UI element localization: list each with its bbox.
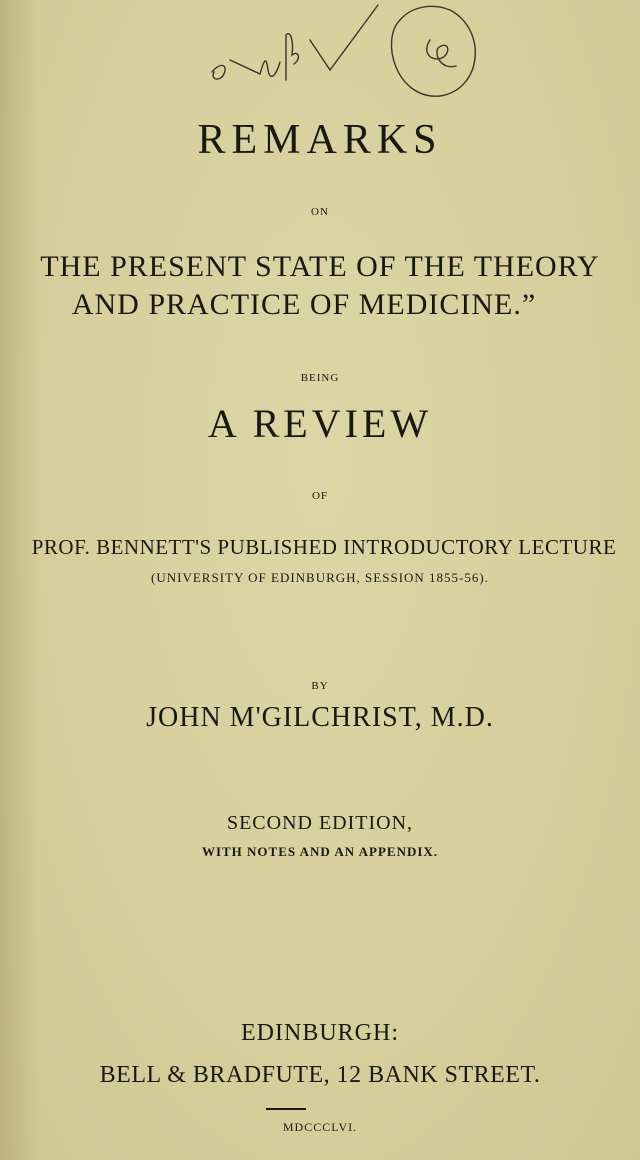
subtitle-line-1: THE PRESENT STATE OF THE THEORY [40,250,600,283]
publication-date: MDCCCLVI. [282,1120,358,1134]
on-label: ON [311,206,329,218]
handwritten-annotation [190,0,490,110]
by-label: BY [311,680,329,692]
being-label: BEING [300,372,340,384]
university-session: (UNIVERSITY OF EDINBURGH, SESSION 1855-56). [151,570,489,585]
subtitle-line-2: AND PRACTICE OF MEDICINE.” [71,288,537,321]
review-heading: A REVIEW [207,401,433,446]
lecture-title: PROF. BENNETT'S PUBLISHED INTRODUCTORY LECTURE [31,535,617,559]
of-label: OF [311,490,329,502]
author-name: JOHN M'GILCHRIST, M.D. [146,702,494,733]
divider [266,1108,306,1110]
appendix-note: WITH NOTES AND AN APPENDIX. [201,844,439,859]
publisher: BELL & BRADFUTE, 12 BANK STREET. [99,1062,541,1088]
edition-label: SECOND EDITION, [226,812,414,834]
publication-place: EDINBURGH: [241,1020,399,1046]
page-title: REMARKS [197,117,443,163]
